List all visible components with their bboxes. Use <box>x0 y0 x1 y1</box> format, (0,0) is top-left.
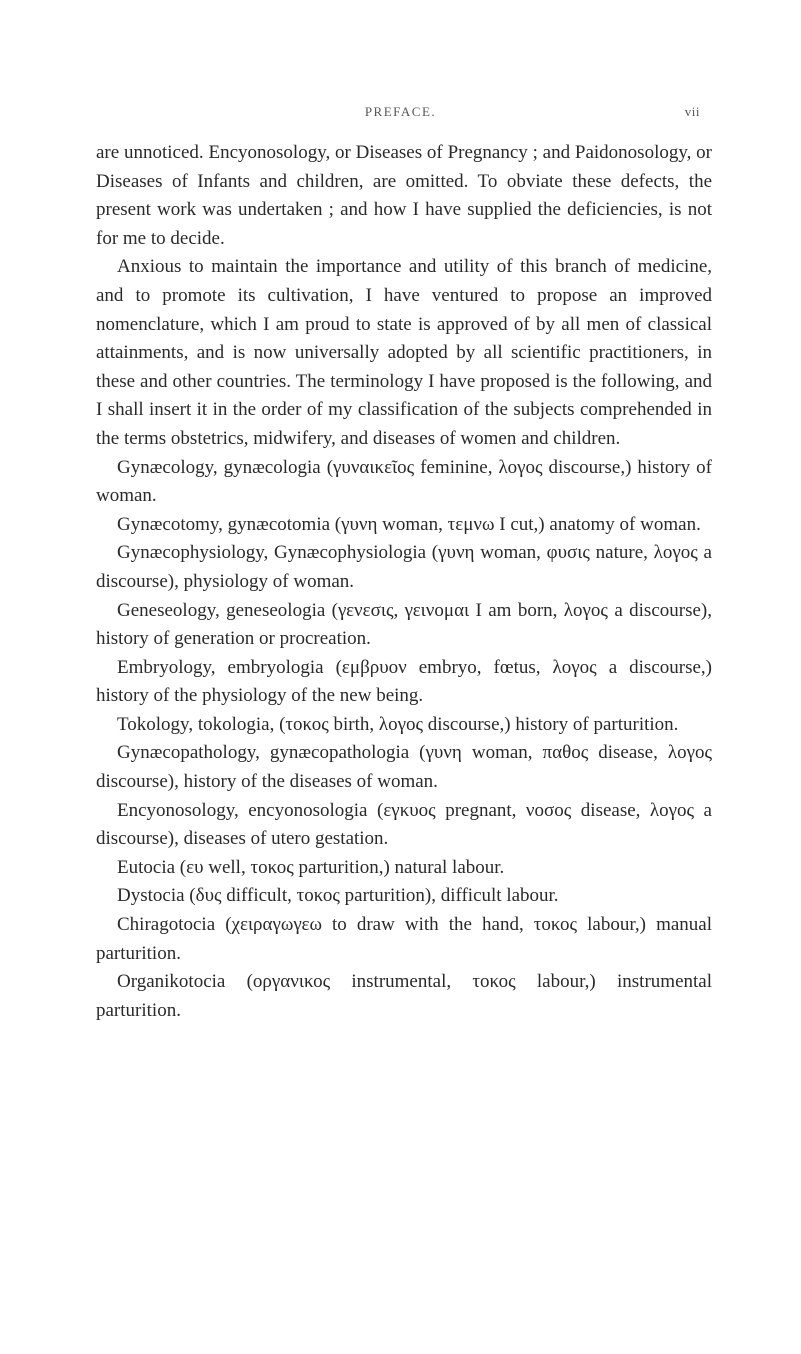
term-entry-geneseology: Geneseology, geneseologia (γενεσις, γεινομαι I am born, λογος a discourse), history of generation or procreation. <box>96 599 712 650</box>
page-number: vii <box>684 104 700 119</box>
term-entry-chiragotocia: Chiragotocia (χειραγωγεω to draw with the hand, τοκος labour,) manual parturition. <box>96 914 712 964</box>
term-entry-dystocia: Dystocia (δυς difficult, τοκος parturition), difficult labour. <box>117 885 559 907</box>
term-entry-tokology: Tokology, tokologia, (τοκος birth, λογος discourse,) history of parturition. <box>117 713 679 735</box>
term-entry-gynaecotomy: Gynæcotomy, gynæcotomia (γυνη woman, τεμνω I cut,) anatomy of woman. <box>117 513 701 535</box>
term-entry-encyonosology: Encyonosology, encyonosologia (εγκυος pregnant, νοσος disease, λογος a discourse), diseases of utero gestation. <box>96 799 712 850</box>
paragraph-nomenclature: Anxious to maintain the importance and utility of this branch of medicine, and to promote its cultivation, I have ventured to propose an improved nomenclature, which I am proud to state is approved of by all men of classical attainments, and is now universally adopted by all scientific practitioners, in these and other countries. The terminology I have proposed is the following, and I shall insert it in the order of my classification of the subjects comprehended in the terms obstetrics, midwifery, and diseases of women and children. <box>96 256 712 449</box>
paragraph-intro: are unnoticed. Encyonosology, or Diseases of Pregnancy ; and Paidonosology, or Diseases of Infants and children, are omitted. To obviate these defects, the present work was undertaken ; and how I have supplied the deficiencies, is not for me to decide. <box>96 142 712 249</box>
term-entry-gynaecopathology: Gynæcopathology, gynæcopathologia (γυνη woman, παθος disease, λογος discourse), history of the diseases of woman. <box>96 742 712 793</box>
running-head-title: PREFACE. <box>364 104 437 119</box>
term-entry-embryology: Embryology, embryologia (εμβρυον embryo, fœtus, λογος a discourse,) history of the physiology of the new being. <box>96 656 712 707</box>
term-entry-organikotocia: Organikotocia (οργανικος instrumental, τοκος labour,) instrumental parturition. <box>96 971 712 1021</box>
body-text <box>96 139 712 1025</box>
running-head <box>0 104 801 126</box>
term-entry-gynaecology: Gynæcology, gynæcologia (γυναικεῖος feminine, λογος discourse,) history of woman. <box>96 456 712 507</box>
term-entry-eutocia: Eutocia (ευ well, τοκος parturition,) natural labour. <box>117 856 505 878</box>
term-entry-gynaecophysiology: Gynæcophysiology, Gynæcophysiologia (γυνη woman, φυσις nature, λογος a discourse), physiology of woman. <box>96 542 712 592</box>
